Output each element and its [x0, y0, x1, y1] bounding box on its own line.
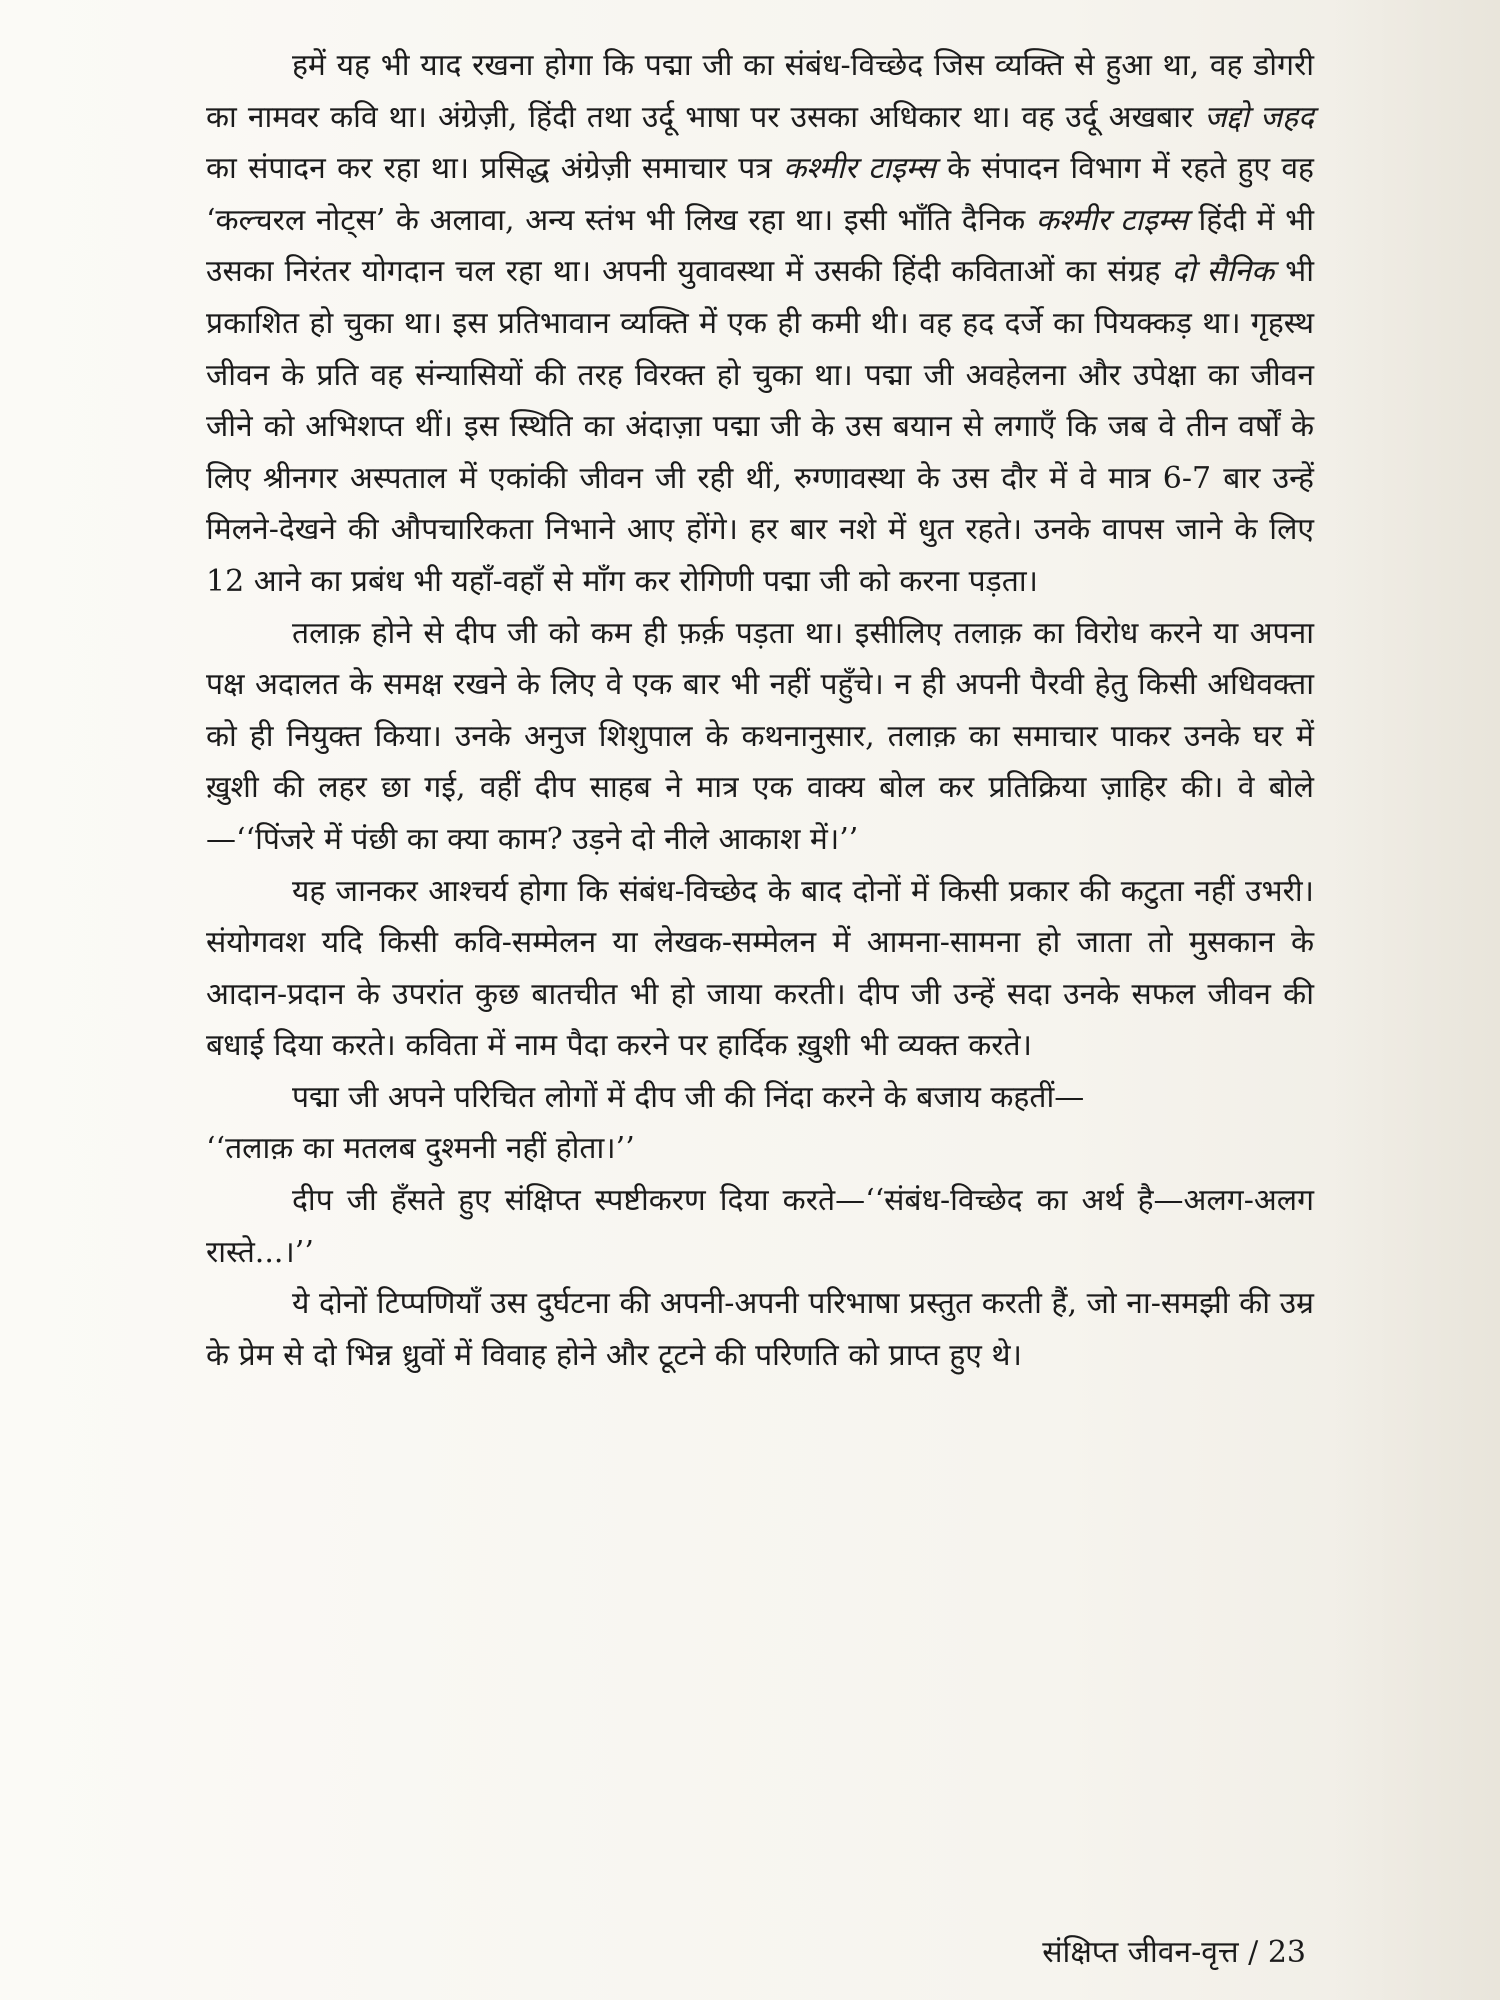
- text-run: ‘‘तलाक़ का मतलब दुश्मनी नहीं होता।’’: [206, 1131, 635, 1167]
- text-run: हमें यह भी याद रखना होगा कि पद्मा जी का संबंध-विच्छेद जिस व्यक्ति से हुआ था, वह डोगरी का नामवर कवि था। अंग्रेज़ी, हिंदी तथा उर्दू भाषा पर उसका अधिकार था। वह उर्दू अखबार: [206, 48, 1314, 135]
- page-shadow-edge: [1335, 0, 1500, 2000]
- text-run: हिंदी में भी उसका निरंतर योगदान चल रहा था। अपनी युवावस्था में उसकी हिंदी कविताओं का संग्रह: [206, 202, 1314, 290]
- paragraph: [206, 866, 1314, 1072]
- paragraph: [206, 1175, 1314, 1278]
- text-run: ये दोनों टिप्पणियाँ उस दुर्घटना की अपनी-अपनी परिभाषा प्रस्तुत करती हैं, जो ना-समझी की उम्र के प्रेम से दो भिन्न ध्रुवों में विवाह होने और टूटने की परिणति को प्राप्त हुए थे।: [206, 1286, 1314, 1373]
- paragraph: [206, 1278, 1314, 1381]
- footer-separator: /: [1238, 1935, 1268, 1970]
- italic-title: दो सैनिक: [1171, 254, 1275, 290]
- body-text: [206, 40, 1314, 1381]
- running-head: संक्षिप्त जीवन-वृत्त: [1042, 1935, 1239, 1970]
- italic-title: कश्मीर टाइम्स: [1035, 202, 1188, 238]
- text-run: के संपादन विभाग में रहते हुए वह ‘कल्चरल नोट्स’ के अलावा, अन्य स्तंभ भी लिख रहा था। इसी भाँति दैनिक: [206, 151, 1314, 238]
- text-run: का संपादन कर रहा था। प्रसिद्ध अंग्रेज़ी समाचार पत्र: [206, 151, 784, 187]
- page-number: 23: [1267, 1935, 1306, 1970]
- paragraph: [206, 1072, 1314, 1124]
- paragraph: [206, 1123, 1314, 1175]
- text-run: यह जानकर आश्चर्य होगा कि संबंध-विच्छेद के बाद दोनों में किसी प्रकार की कटुता नहीं उभरी। संयोगवश यदि किसी कवि-सम्मेलन या लेखक-सम्मेलन में आमना-सामना हो जाता तो मुसकान के आदान-प्रदान के उपरांत कुछ बातचीत भी हो जाया करती। दीप जी उन्हें सदा उनके सफल जीवन की बधाई दिया करते। कविता में नाम पैदा करने पर हार्दिक ख़ुशी भी व्यक्त करते।: [206, 873, 1314, 1064]
- text-run: पद्मा जी अपने परिचित लोगों में दीप जी की निंदा करने के बजाय कहतीं—: [292, 1079, 1085, 1115]
- text-run: तलाक़ होने से दीप जी को कम ही फ़र्क़ पड़ता था। इसीलिए तलाक़ का विरोध करने या अपना पक्ष अदालत के समक्ष रखने के लिए वे एक बार भी नहीं पहुँचे। न ही अपनी पैरवी हेतु किसी अधिवक्ता को ही नियुक्त किया। उनके अनुज शिशुपाल के कथनानुसार, तलाक़ का समाचार पाकर उनके घर में ख़ुशी की लहर छा गई, वहीं दीप साहब ने मात्र एक वाक्य बोल कर प्रतिक्रिया ज़ाहिर की। वे बोले—‘‘पिंजरे में पंछी का क्या काम? उड़ने दो नीले आकाश में।’’: [206, 615, 1314, 857]
- paragraph: [206, 40, 1314, 608]
- page-footer: [1042, 1935, 1306, 1971]
- italic-title: जद्दो जहद: [1204, 99, 1314, 135]
- paragraph: [206, 608, 1314, 866]
- text-run: दीप जी हँसते हुए संक्षिप्त स्पष्टीकरण दिया करते—‘‘संबंध-विच्छेद का अर्थ है—अलग-अलग रास्ते...।’’: [206, 1183, 1314, 1270]
- italic-title: कश्मीर टाइम्स: [783, 151, 936, 187]
- text-run: भी प्रकाशित हो चुका था। इस प्रतिभावान व्यक्ति में एक ही कमी थी। वह हद दर्जे का पियक्कड़ था। गृहस्थ जीवन के प्रति वह संन्यासियों की तरह विरक्त हो चुका था। पद्मा जी अवहेलना और उपेक्षा का जीवन जीने को अभिशप्त थीं। इस स्थिति का अंदाज़ा पद्मा जी के उस बयान से लगाएँ कि जब वे तीन वर्षों के लिए श्रीनगर अस्पताल में एकांकी जीवन जी रही थीं, रुग्णावस्था के उस दौर में वे मात्र 6-7 बार उन्हें मिलने-देखने की औपचारिकता निभाने आए होंगे। हर बार नशे में धुत रहते। उनके वापस जाने के लिए 12 आने का प्रबंध भी यहाँ-वहाँ से माँग कर रोगिणी पद्मा जी को करना पड़ता।: [206, 254, 1314, 599]
